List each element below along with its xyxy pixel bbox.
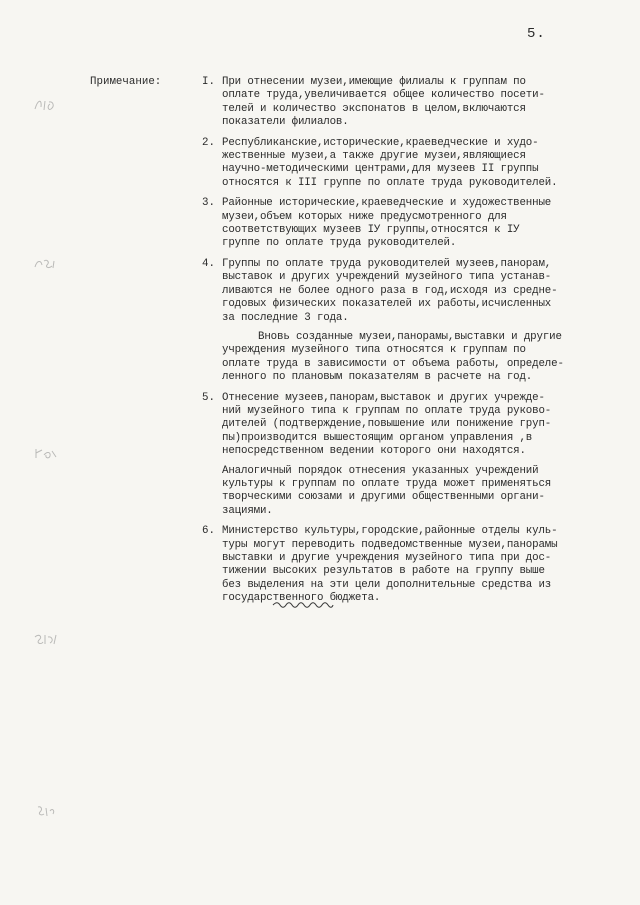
note-item-number: 6. <box>202 525 215 538</box>
note-item-body <box>222 258 630 385</box>
end-of-text-mark <box>272 600 334 608</box>
text-line: культуры к группам по оплате труда может применяться <box>222 477 552 490</box>
text-line: пы)производится вышестоящим органом управления ,в <box>222 431 533 444</box>
margin-stamp-mark <box>32 445 62 461</box>
text-line: телей и количество экспонатов в целом,включаются <box>222 102 526 115</box>
text-line: Отнесение музеев,панорам,выставок и других учрежде- <box>222 391 545 404</box>
text-line: соответствующих музеев IУ группы,относятся к IУ <box>222 224 520 237</box>
text-line: учреждения музейного типа относятся к группам по <box>222 344 526 357</box>
note-item-number: 3. <box>202 197 215 210</box>
text-line: выставок и других учреждений музейного типа устанав- <box>222 271 552 284</box>
text-line: Вновь созданные музеи,панорамы,выставки и другие <box>258 330 562 343</box>
text-line: музеи,объем которых ниже предусмотренного для <box>222 210 507 223</box>
margin-stamp-mark <box>32 803 62 819</box>
text-line: группе по оплате труда руководителей. <box>222 237 457 250</box>
note-item-number: 5. <box>202 391 215 404</box>
text-line: выставки и другие учреждения музейного типа при дос- <box>222 552 552 564</box>
note-item-body <box>222 197 630 251</box>
text-line: туры могут переводить подведомственные музеи,панорамы <box>222 538 558 551</box>
note-item-body <box>222 76 630 130</box>
text-line: жественные музеи,а также другие музеи,являющиеся <box>222 150 526 163</box>
text-line: оплате труда в зависимости от объема работы, определе- <box>222 357 564 370</box>
text-line: государственного бюджета. <box>222 592 381 605</box>
note-item-number: 4. <box>202 257 215 270</box>
note-label: Примечание: <box>90 76 162 88</box>
margin-stamp-mark <box>32 631 62 647</box>
text-line: Министерство культуры,городские,районные отделы куль- <box>222 525 558 538</box>
notes-list <box>202 76 630 613</box>
note-item-body <box>222 137 630 191</box>
text-line: непосредственном ведении которого они находятся. <box>222 445 526 458</box>
text-line: творческими союзами и другими общественными органи- <box>222 491 545 504</box>
text-line: зациями. <box>222 504 273 517</box>
note-item <box>202 258 630 385</box>
margin-stamp-mark <box>32 256 62 272</box>
note-item <box>202 525 630 605</box>
text-line: тижении высоких результатов в работе на группу выше <box>222 565 545 578</box>
notes-section <box>90 76 630 613</box>
text-line: научно-методическими центрами,для музеев II группы <box>222 163 539 176</box>
text-line: оплате труда,увеличивается общее количество посети- <box>222 89 545 102</box>
note-item <box>202 137 630 191</box>
text-line: за последние 3 года. <box>222 311 349 324</box>
note-item-number: 2. <box>202 136 215 149</box>
page-number: 5. <box>527 26 546 42</box>
text-line: без выделения на эти цели дополнительные средства из <box>222 578 552 591</box>
text-line: ленного по плановым показателям в расчете на год. <box>222 371 533 384</box>
text-line: показатели филиалов. <box>222 116 349 129</box>
document-body <box>90 76 630 613</box>
text-line: относятся к III группе по оплате труда руководителей. <box>222 176 558 189</box>
text-line: Группы по оплате труда руководителей музеев,панорам, <box>222 257 552 270</box>
note-item <box>202 392 630 519</box>
text-line: Республиканские,исторические,краеведческие и худо- <box>222 136 539 149</box>
note-item-number: I. <box>202 76 215 88</box>
note-item <box>202 197 630 251</box>
text-line: Районные исторические,краеведческие и художественные <box>222 197 552 210</box>
text-line: Аналогичный порядок отнесения указанных учреждений <box>222 464 539 477</box>
note-item-body <box>222 525 630 605</box>
text-line: годовых физических показателей их работы,исчисленных <box>222 298 552 311</box>
note-item <box>202 76 630 130</box>
note-item-body <box>222 392 630 519</box>
text-line: ливаются не более одного раза в год,исходя из средне- <box>222 284 558 297</box>
text-line: дителей (подтверждение,повышение или понижение груп- <box>222 418 552 431</box>
text-line: При отнесении музеи,имеющие филиалы к группам по <box>222 76 526 88</box>
margin-stamp-mark <box>32 97 62 113</box>
text-line: ний музейного типа к группам по оплате труда руково- <box>222 404 552 417</box>
